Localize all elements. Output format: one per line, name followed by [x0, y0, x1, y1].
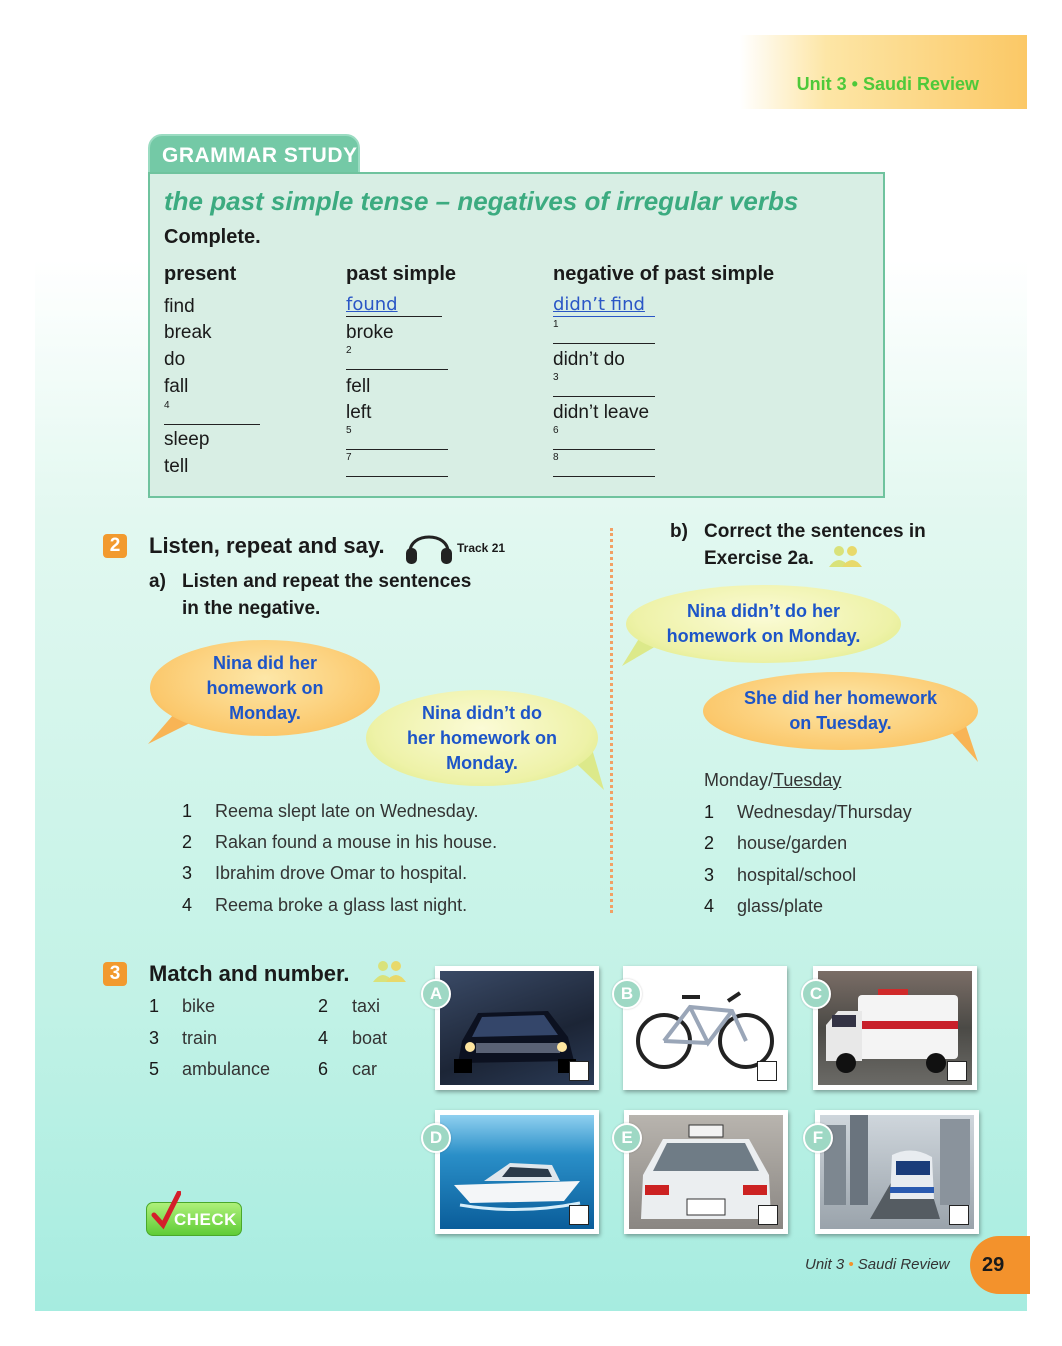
photo-c-ambulance	[813, 966, 977, 1090]
present-find: find	[164, 296, 195, 317]
exercise-3-title: Match and number.	[149, 961, 350, 986]
word-number: 4	[318, 1028, 329, 1048]
answer-box-e[interactable]	[758, 1205, 778, 1225]
bubble-2-line-3: Monday.	[446, 752, 518, 773]
word-number: 5	[149, 1059, 160, 1079]
unit-label: Unit 3 • Saudi Review	[796, 74, 979, 94]
ex2b-item-text: Wednesday/Thursday	[737, 802, 912, 822]
answer-box-c[interactable]	[947, 1061, 967, 1081]
track-label: Track 21	[457, 541, 506, 555]
answer-box-b[interactable]	[757, 1061, 777, 1081]
ex2a-item-text: Reema slept late on Wednesday.	[215, 801, 479, 821]
neg-didnt-leave: didn’t leave	[553, 402, 650, 423]
page-number: 29	[982, 1254, 1005, 1276]
blank-1[interactable]	[553, 321, 655, 344]
ex2b-item-text: glass/plate	[737, 896, 824, 916]
ex2b-item-number: 4	[704, 896, 715, 916]
photo-f-train	[815, 1110, 979, 1234]
grammar-study-tab	[148, 134, 360, 174]
blank-number: 3	[553, 372, 559, 383]
ex2b-label: b)	[670, 521, 688, 542]
example-pair	[704, 770, 841, 791]
dotted-divider	[610, 528, 613, 913]
word-number: 2	[318, 996, 329, 1016]
word-number: 1	[149, 996, 160, 1016]
bubble-1-line-1: Nina did her	[212, 652, 317, 673]
ex2b-item-number: 1	[704, 802, 715, 822]
blank-3[interactable]	[553, 374, 655, 397]
answer-box-a[interactable]	[569, 1061, 589, 1081]
pair-work-icon	[828, 545, 864, 569]
bubble-4-line-2: on Tuesday.	[789, 713, 892, 733]
blank-number: 1	[553, 319, 559, 330]
bubble-2-line-2: her homework on	[406, 727, 558, 748]
bubble-2-line-1: Nina didn’t do	[422, 702, 542, 723]
blank-8[interactable]	[553, 454, 655, 477]
footer-unit-text: Unit 3	[805, 1256, 845, 1273]
example-correct: Tuesday	[773, 770, 842, 790]
handwritten-found: found	[346, 294, 398, 315]
grammar-title: the past simple tense – negatives of irregular verbs	[164, 186, 799, 216]
word-ambulance: ambulance	[182, 1059, 271, 1079]
answer-box-f[interactable]	[949, 1205, 969, 1225]
ex2a-item-number: 2	[182, 832, 193, 852]
answer-didnt-find	[553, 294, 655, 317]
blank-6[interactable]	[553, 427, 655, 450]
ex2a-item-number: 1	[182, 801, 193, 821]
pair-work-icon	[372, 960, 408, 984]
headphones-icon	[404, 524, 454, 566]
ex2a-line-1: Listen and repeat the sentences	[182, 571, 472, 592]
word-number: 6	[318, 1059, 329, 1079]
footer-dot: •	[848, 1256, 854, 1273]
ex2a-line-2: in the negative.	[182, 598, 321, 619]
word-taxi: taxi	[352, 996, 381, 1016]
answer-found	[346, 294, 442, 317]
example-wrong: Monday	[704, 770, 769, 790]
blank-4[interactable]	[164, 402, 260, 425]
blank-number: 8	[553, 452, 559, 463]
blank-number: 7	[346, 452, 352, 463]
bubble-3-line-1: Nina didn’t do her	[687, 601, 840, 621]
past-left: left	[346, 402, 372, 423]
exercise-2-number: 2	[103, 534, 127, 558]
ex2a-label: a)	[149, 571, 166, 592]
ex2a-item-text: Reema broke a glass last night.	[215, 895, 468, 915]
speech-bubble-positive	[150, 640, 380, 736]
word-boat: boat	[352, 1028, 388, 1048]
exercise-2-title: Listen, repeat and say.	[149, 533, 385, 558]
past-broke: broke	[346, 322, 394, 343]
blank-5[interactable]	[346, 427, 448, 450]
letter-a: A	[421, 979, 451, 1009]
grammar-study-label: GRAMMAR STUDY	[162, 144, 358, 167]
bubble-3-line-2: homework on Monday.	[666, 626, 861, 646]
ex2a-item-number: 4	[182, 895, 193, 915]
blank-7[interactable]	[346, 454, 448, 477]
neg-didnt-do: didn’t do	[553, 349, 625, 370]
ex2b-item-text: house/garden	[737, 833, 848, 853]
bubble-1-line-2: homework on	[206, 677, 324, 698]
photo-e-taxi	[624, 1110, 788, 1234]
letter-e: E	[612, 1123, 642, 1153]
ex2a-item-number: 3	[182, 863, 193, 883]
ex2a-item-text: Rakan found a mouse in his house.	[215, 832, 498, 852]
photo-a-car	[435, 966, 599, 1090]
grammar-study-box	[148, 172, 885, 498]
present-break: break	[164, 322, 212, 343]
photo-d-boat	[435, 1110, 599, 1234]
speech-bubble-wrong	[626, 585, 901, 663]
blank-number: 2	[346, 345, 352, 356]
past-fell: fell	[346, 376, 371, 397]
blank-number: 5	[346, 425, 352, 436]
letter-c: C	[801, 979, 831, 1009]
bubble-1-line-3: Monday.	[229, 702, 301, 723]
footer-unit	[805, 1256, 950, 1273]
blank-number: 6	[553, 425, 559, 436]
exercise-3-number: 3	[103, 962, 127, 986]
letter-d: D	[421, 1123, 451, 1153]
ex2a-item-text: Ibrahim drove Omar to hospital.	[215, 863, 468, 883]
grammar-instruction: Complete.	[164, 226, 261, 248]
header-past-simple: past simple	[346, 263, 457, 285]
letter-f: F	[803, 1123, 833, 1153]
check-button[interactable]	[146, 1202, 242, 1236]
example-sep: /	[768, 770, 774, 790]
check-button-label: CHECK	[174, 1210, 237, 1229]
speech-bubble-correction	[703, 672, 978, 750]
word-train: train	[182, 1028, 218, 1048]
ex2b-line-1: Correct the sentences in	[704, 521, 926, 542]
present-fall: fall	[164, 376, 189, 397]
handwritten-didnt-find: didn’t find	[553, 294, 645, 315]
photo-b-bike	[623, 966, 787, 1090]
blank-number: 4	[164, 400, 170, 411]
present-sleep: sleep	[164, 429, 210, 450]
page-number-tab	[970, 1236, 1030, 1294]
letter-b: B	[612, 979, 642, 1009]
speech-bubble-negative	[366, 690, 598, 786]
word-bike: bike	[182, 996, 216, 1016]
header-negative: negative of past simple	[553, 263, 775, 285]
word-number: 3	[149, 1028, 160, 1048]
present-tell: tell	[164, 456, 189, 477]
blank-2[interactable]	[346, 347, 448, 370]
bubble-4-line-1: She did her homework	[743, 688, 938, 708]
ex2b-item-number: 3	[704, 865, 715, 885]
present-do: do	[164, 349, 186, 370]
word-car: car	[352, 1059, 378, 1079]
ex2b-item-number: 2	[704, 833, 715, 853]
unit-header-tab	[740, 35, 1027, 109]
ex2b-item-text: hospital/school	[737, 865, 857, 885]
header-present: present	[164, 263, 237, 285]
ex2b-line-2: Exercise 2a.	[704, 548, 814, 569]
footer-section-text: Saudi Review	[857, 1256, 950, 1273]
answer-box-d[interactable]	[569, 1205, 589, 1225]
